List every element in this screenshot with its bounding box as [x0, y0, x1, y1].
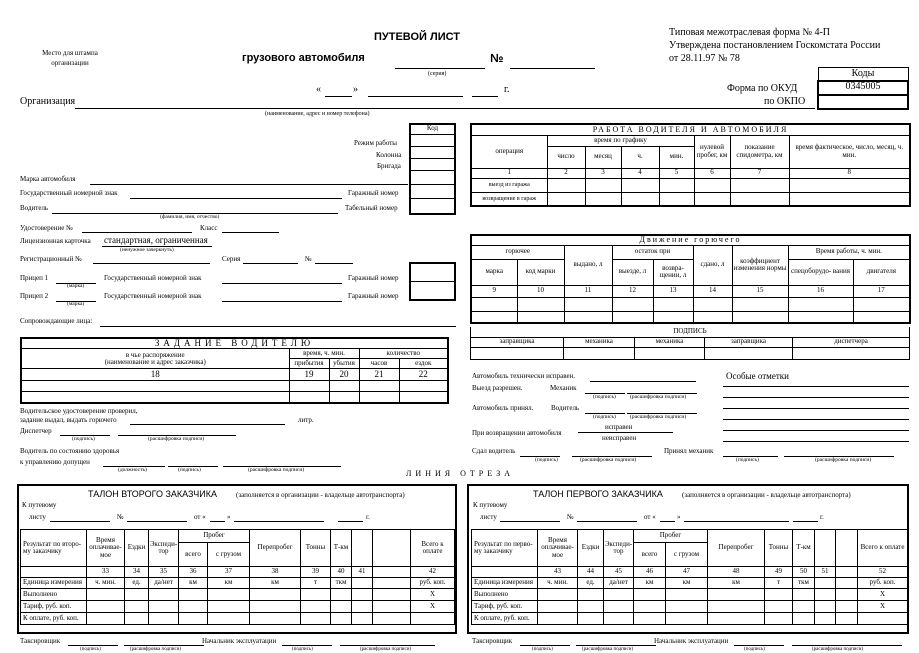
work-table: РАБОТА ВОДИТЕЛЯ И АВТОМОБИЛЯ операция время по графику нулевой пробег, км показание спидометра, км время фактическое, число, месяц, ч. мин. число месяц ч. мин. 1 2 3 4 5 6 7 8 выезд из гаража возвращение в гараж [470, 123, 911, 207]
task-table: ЗАДАНИЕ ВОДИТЕЛЮ в чье распоряжение (наименование и адрес заказчика) время, ч. мин. количество прибытия убытия часов ездок 18 19 20 21 22 [20, 337, 449, 404]
cut-line-label: ЛИНИЯ ОТРЕЗА [406, 469, 514, 478]
code-box [409, 123, 456, 215]
date-year-field[interactable] [472, 96, 498, 97]
plate-field[interactable] [130, 198, 342, 199]
series-note: (серия) [428, 71, 447, 77]
work-title: РАБОТА ВОДИТЕЛЯ И АВТОМОБИЛЯ [471, 124, 910, 135]
car-brand-field[interactable] [90, 184, 408, 185]
date-month-field[interactable] [368, 96, 463, 97]
form-title: ПУТЕВОЙ ЛИСТ [374, 31, 461, 43]
date-day-field[interactable] [325, 96, 352, 97]
escort-field[interactable] [100, 326, 456, 327]
form-reference: Типовая межотраслевая форма № 4-П [669, 27, 831, 38]
organization-field[interactable] [75, 108, 815, 109]
okpo-code[interactable] [818, 95, 908, 109]
number-sign: № [490, 51, 504, 65]
form-subtitle: грузового автомобиля [242, 52, 365, 64]
special-notes-label: Особые отметки [726, 371, 789, 381]
ticket2-title: ТАЛОН ВТОРОГО ЗАКАЗЧИКА [88, 489, 218, 499]
certificate-field[interactable] [82, 232, 192, 233]
okud-code: 0345005 [818, 81, 908, 95]
signature-table: ПОДПИСЬ заправщика механика механика заправщика диспетчера [470, 327, 910, 360]
okpo-label: по ОКПО [764, 96, 806, 107]
stamp-label-2: организации [51, 59, 89, 67]
fuel-amount-field[interactable] [130, 424, 285, 425]
okud-label: Форма по ОКУД [727, 83, 798, 94]
license-type: стандартная, ограниченная [104, 235, 208, 245]
organization-label: Организация [20, 96, 76, 107]
task-title: ЗАДАНИЕ ВОДИТЕЛЮ [21, 338, 448, 349]
fuel-title: Движение горючего [471, 235, 910, 245]
ticket2-table: Результат по второ- му заказчику Время оплачивае- мое Ездки Экспеди- тор Пробег Перепробег Тонны Т-км Всего к оплате всего с грузом 33 34 35 36 37 38 39 40 41 42 Единица измерения ч. мин. ед. дa/нет км км км т ткм руб. коп. Выполнено Х Тариф, руб. коп. Х К оплате, руб. коп. [20, 529, 455, 625]
ticket1-title: ТАЛОН ПЕРВОГО ЗАКАЗЧИКА [533, 489, 663, 499]
codes-table: Коды 0345005 [817, 67, 909, 110]
number-field[interactable] [510, 68, 595, 69]
fuel-table: Движение горючего горючее выдано, л остаток при сдано, л коэффициент изменения нормы Время работы, ч. мин. марка код марки выезде, л возвра- щении, л спецоборудо- вания двигателя 9 10 11 12 13 14 15 16 17 [470, 234, 911, 324]
stamp-label: Место для штампа [42, 49, 98, 57]
ticket1-table: Результат по перво- му заказчику Время оплачивае- мое Ездки Экспеди- тор Пробег Перепробег Тонны Т-км Всего к оплате всего с грузом 43 44 45 46 47 48 49 50 51 52 Единица измерения ч. мин. ед. дa/нет км км км т ткм руб. коп. Выполнено Х Тариф, руб. коп. Х К оплате, руб. коп. [471, 529, 908, 625]
